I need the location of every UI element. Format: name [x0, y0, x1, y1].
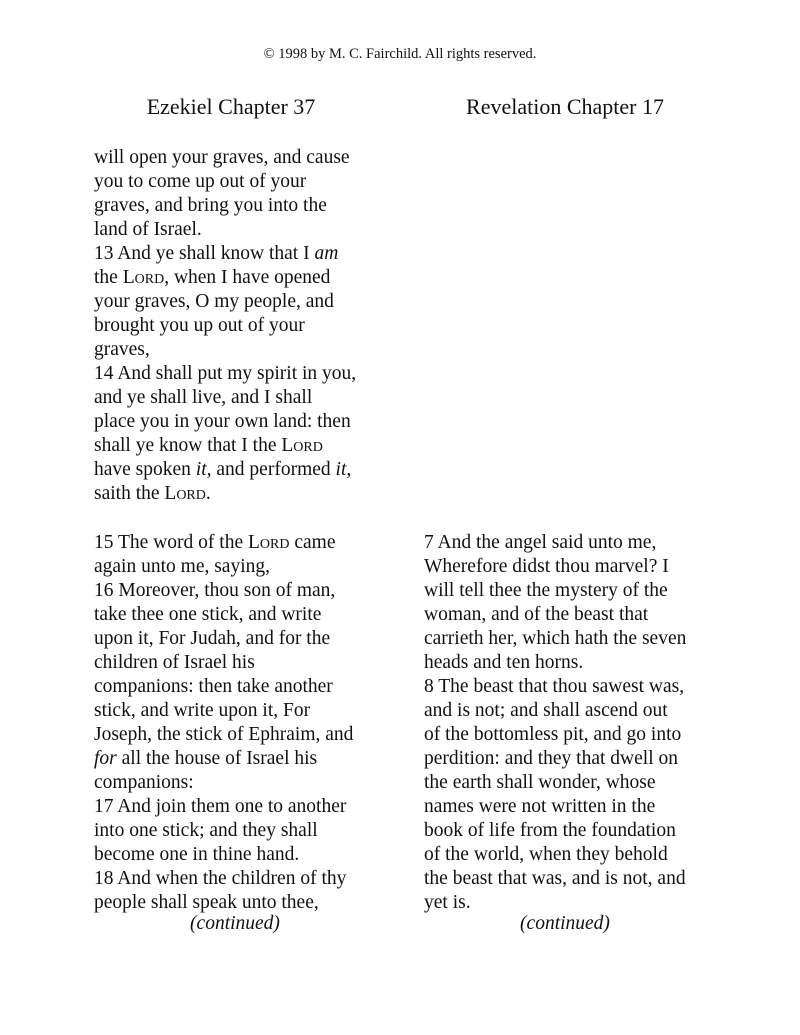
text-line [424, 579, 724, 603]
text-segment: stick, and write upon it, For [94, 700, 311, 721]
text-line [94, 242, 394, 266]
text-line [424, 555, 724, 579]
text-segment: came [289, 532, 336, 553]
text-line [424, 867, 724, 891]
text-segment: yet is. [424, 892, 471, 913]
text-line [94, 579, 394, 603]
text-segment: and is not; and shall ascend out [424, 700, 668, 721]
text-segment: book of life from the foundation [424, 820, 676, 841]
small-caps-word: Lord [247, 532, 290, 553]
heading-revelation-17: Revelation Chapter 17 [466, 94, 664, 119]
text-line [94, 218, 394, 242]
text-line [94, 819, 394, 843]
text-segment: heads and ten horns. [424, 652, 584, 673]
text-segment: the earth shall wonder, whose [424, 772, 656, 793]
heading-ezekiel-37: Ezekiel Chapter 37 [146, 94, 316, 119]
revelation-text-bottom [424, 531, 724, 915]
revelation-continued-note: (continued) [520, 913, 610, 934]
text-segment: brought you up out of your [94, 315, 305, 336]
text-line [424, 699, 724, 723]
small-caps-word: Lord [164, 483, 206, 504]
small-caps-word: Lord [281, 435, 323, 456]
text-segment: names were not written in the [424, 796, 656, 817]
text-segment: and performed [211, 459, 336, 480]
text-line [94, 723, 394, 747]
text-line [94, 675, 394, 699]
text-segment: 15 The word of the [94, 532, 248, 553]
text-segment: will tell thee the mystery of the [424, 580, 668, 601]
text-line [94, 266, 394, 290]
small-caps-word: Lord [122, 267, 165, 288]
text-line [94, 867, 394, 891]
text-line [94, 651, 394, 675]
text-line [94, 531, 394, 555]
text-line [424, 675, 724, 699]
text-line [424, 627, 724, 651]
text-segment: into one stick; and they shall [94, 820, 318, 841]
text-line [94, 146, 394, 170]
text-segment: companions: then take another [94, 676, 333, 697]
text-segment: graves, [94, 339, 150, 360]
text-line [424, 891, 724, 915]
text-segment: children of Israel his [94, 652, 255, 673]
text-line [94, 555, 394, 579]
text-segment: your graves, O my people, and [94, 291, 334, 312]
text-segment: will open your graves, and cause [94, 147, 350, 168]
copyright-notice: © 1998 by M. C. Fairchild. All rights reserved. [263, 46, 537, 62]
text-line [94, 795, 394, 819]
text-line [94, 194, 394, 218]
text-segment: , when I have opened [164, 267, 331, 288]
text-segment: 7 And the angel said unto me, [424, 532, 657, 553]
text-segment: and ye shall live, and I shall [94, 387, 313, 408]
text-line [94, 290, 394, 314]
text-segment: 18 And when the children of thy [94, 868, 347, 889]
text-line [424, 747, 724, 771]
text-line [424, 651, 724, 675]
text-segment: shall ye know that I the [94, 435, 282, 456]
text-segment: 8 The beast that thou sawest was, [424, 676, 685, 697]
text-segment: land of Israel. [94, 219, 202, 240]
italic-word: for [94, 748, 117, 769]
text-line [94, 362, 394, 386]
text-segment: saith the [94, 483, 165, 504]
text-line [424, 843, 724, 867]
text-segment: all the house of Israel his [116, 748, 318, 769]
ezekiel-text-bottom [94, 531, 394, 915]
ezekiel-continued-note: (continued) [190, 913, 280, 934]
text-segment: Wherefore didst thou marvel? I [424, 556, 669, 577]
text-line [94, 627, 394, 651]
text-segment: again unto me, saying, [94, 556, 271, 577]
text-segment: companions: [94, 772, 194, 793]
text-line [424, 603, 724, 627]
text-segment: 13 And ye shall know that I [94, 243, 315, 264]
text-line [94, 699, 394, 723]
text-segment: of the bottomless pit, and go into [424, 724, 682, 745]
text-line [94, 482, 394, 506]
text-line [424, 723, 724, 747]
text-segment: you to come up out of your [94, 171, 307, 192]
text-segment: take thee one stick, and write [94, 604, 322, 625]
text-segment: have spoken [94, 459, 196, 480]
text-line [94, 843, 394, 867]
text-segment: become one in thine hand. [94, 844, 300, 865]
text-segment: perdition: and they that dwell on [424, 748, 678, 769]
text-segment: the beast that was, and is not, and [424, 868, 686, 889]
text-line [94, 747, 394, 771]
text-segment: graves, and bring you into the [94, 195, 327, 216]
text-line [424, 819, 724, 843]
text-segment: of the world, when they behold [424, 844, 668, 865]
text-segment: the [94, 267, 123, 288]
text-segment: Joseph, the stick of Ephraim, and [94, 724, 354, 745]
text-line [94, 891, 394, 915]
text-segment: people shall speak unto thee, [94, 892, 319, 913]
text-line [94, 386, 394, 410]
text-segment: . [205, 483, 211, 504]
text-line [94, 170, 394, 194]
ezekiel-text-top [94, 146, 394, 506]
text-line [94, 314, 394, 338]
text-line [424, 795, 724, 819]
text-line [94, 410, 394, 434]
text-line [94, 603, 394, 627]
text-line [94, 338, 394, 362]
italic-word: am [314, 243, 339, 264]
text-line [94, 458, 394, 482]
text-line [424, 771, 724, 795]
text-segment: carrieth her, which hath the seven [424, 628, 687, 649]
text-segment: 14 And shall put my spirit in you, [94, 363, 357, 384]
text-segment: upon it, For Judah, and for the [94, 628, 331, 649]
italic-word: it, [195, 459, 212, 480]
text-segment: woman, and of the beast that [424, 604, 649, 625]
text-line [94, 771, 394, 795]
text-line [424, 531, 724, 555]
italic-word: it, [335, 459, 352, 480]
text-segment: 16 Moreover, thou son of man, [94, 580, 336, 601]
text-line [94, 434, 394, 458]
text-segment: place you in your own land: then [94, 411, 351, 432]
text-segment: 17 And join them one to another [94, 796, 347, 817]
